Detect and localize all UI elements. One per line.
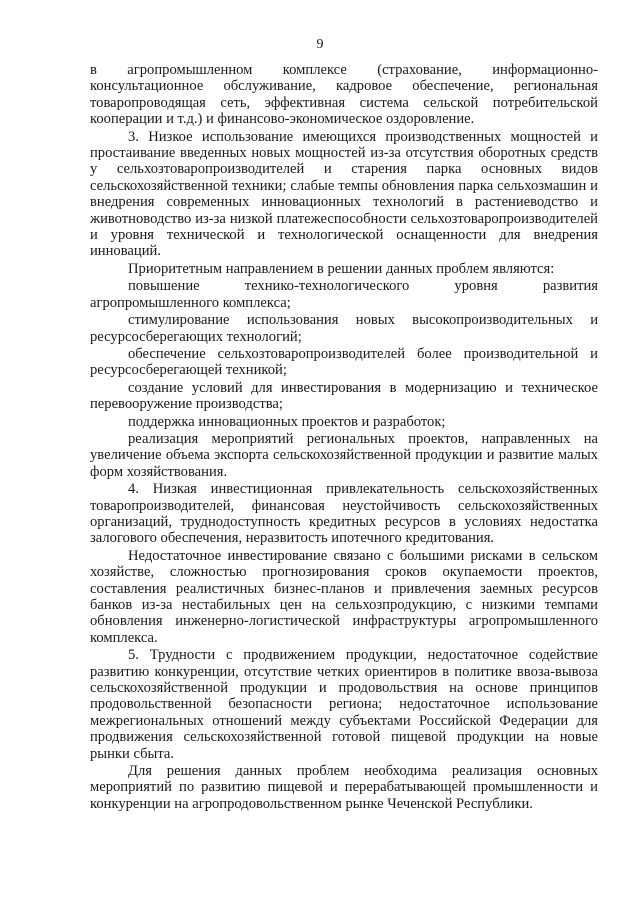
priority-item: создание условий для инвестирования в модернизацию и техническое перевооружение производства;	[90, 379, 598, 413]
page-number: 9	[316, 37, 324, 52]
priority-item: обеспечение сельхозтоваропроизводителей более производительной и ресурсосберегающей техникой;	[90, 345, 598, 379]
paragraph-investment: Недостаточное инвестирование связано с большими рисками в сельском хозяйстве, сложностью прогнозирования сроков окупаемости проектов, составления реалистичных бизнес-планов и привлечения заемных ресурсов банков из-за нестабильных цен на сельхозпродукцию, с низкими темпами обновления инженерно-логистической инфраструктуры агропромышленного комплекса.	[90, 547, 598, 646]
paragraph-problem-3: 3. Низкое использование имеющихся производственных мощностей и простаивание введенных новых мощностей из-за отсутствия оборотных средств у сельхозтоваропроизводителей и старения парка основных видов сельскохозяйственной техники; слабые темпы обновления парка сельхозмашин и внедрения современных инновационных технологий в растениеводство и животноводство из-за низкой платежеспособности сельхозтоваропроизводителей и уровня технической и технологической оснащенности для внедрения инноваций.	[90, 128, 598, 260]
priority-item: поддержка инновационных проектов и разработок;	[128, 413, 446, 430]
priority-item: повышение технико-технологического уровня развития агропромышленного комплекса;	[90, 278, 598, 311]
paragraph-problem-5: 5. Трудности с продвижением продукции, недостаточное содействие развитию конкуренции, отсутствие четких ориентиров в политике ввоза-вывоза сельскохозяйственной продукции и продовольствия на основе принципов продовольственной безопасности региона; недостаточное использование межрегиональных отношений между субъектами Российской Федерации для продвижения сельскохозяйственной готовой пищевой продукции на новые рынки сбыта.	[90, 647, 598, 762]
paragraph-continuation: в агропромышленном комплексе (страхование, информационно-консультационное обслуживание, кадровое обеспечение, региональная товаропроводящая сеть, эффективная система сельской потребительской кооперации и т.д.) и финансово-экономическое оздоровление.	[90, 62, 598, 128]
body-text	[90, 62, 598, 813]
paragraph-problem-4: 4. Низкая инвестиционная привлекательность сельскохозяйственных товаропроизводителей, финансовая неустойчивость сельскохозяйственных организаций, труднодоступность кредитных ресурсов в условиях недостатка залогового обеспечения, неразвитость ипотечного кредитования.	[90, 481, 598, 547]
priority-item: реализация мероприятий региональных проектов, направленных на увеличение объема экспорта сельскохозяйственной продукции и развитие малых форм хозяйствования.	[90, 430, 598, 480]
priority-item: стимулирование использования новых высокопроизводительных и ресурсосберегающих технологий;	[90, 312, 598, 345]
paragraph-priorities-intro: Приоритетным направлением в решении данных проблем являются:	[128, 260, 555, 277]
paragraph-conclusion: Для решения данных проблем необходима реализация основных мероприятий по развитию пищевой и перерабатывающей промышленности и конкуренции на агропродовольственном рынке Чеченской Республики.	[90, 763, 598, 812]
